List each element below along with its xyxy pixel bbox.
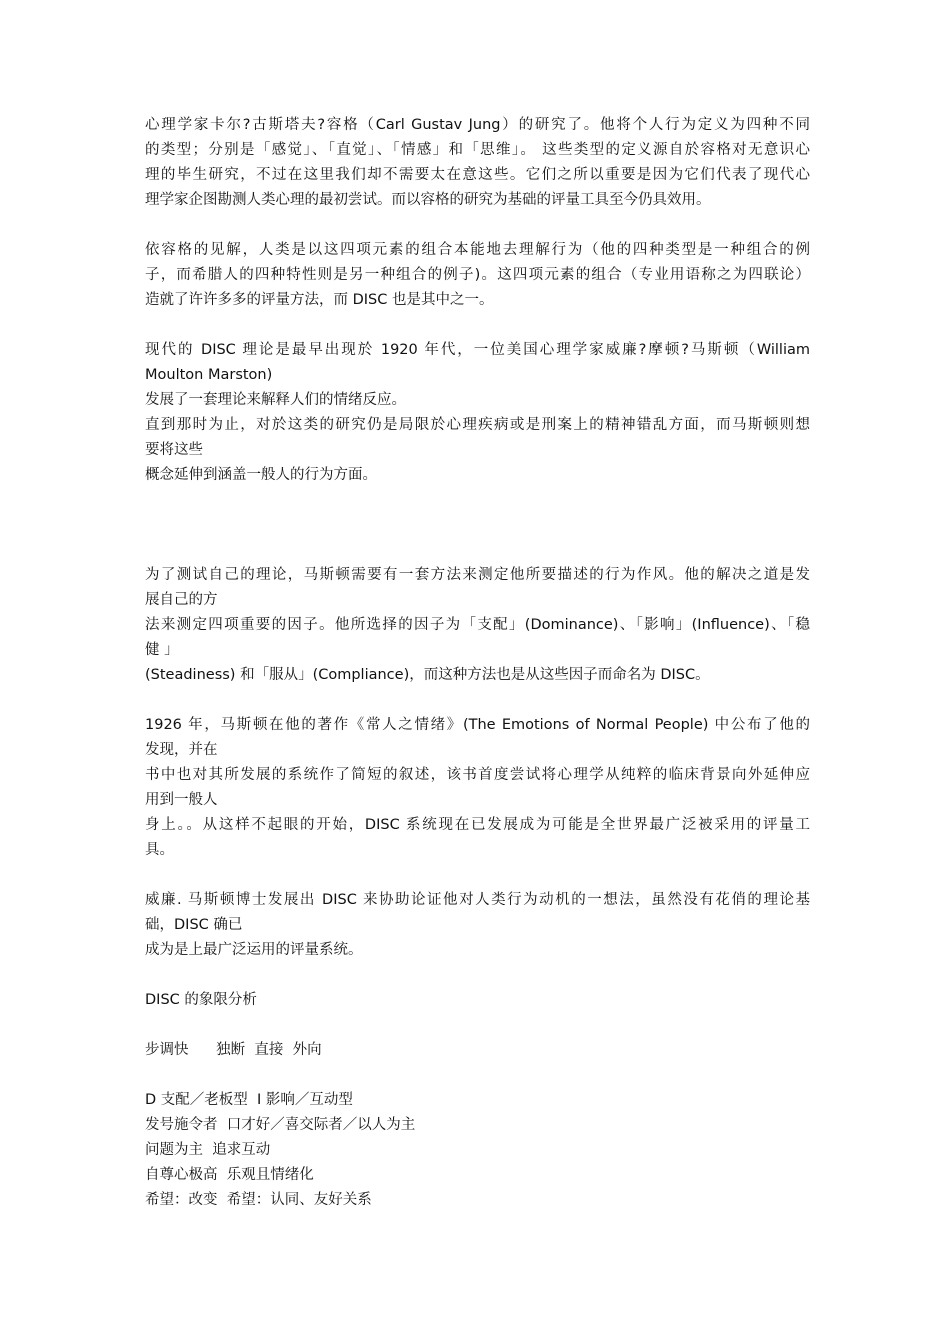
text-line: Moulton Marston) <box>145 367 273 383</box>
paragraph-spacer <box>145 963 810 988</box>
paragraph-spacer <box>145 1063 810 1088</box>
text-line: 具。 <box>145 842 174 858</box>
paragraph-spacer <box>145 1013 810 1038</box>
document-body <box>145 113 810 1213</box>
text-line: 直到那时为止，对於这类的研究仍是局限於心理疾病或是刑案上的精神错乱方面，而马斯顿则想 <box>145 417 810 433</box>
trait-line: 问题为主 追求互动 <box>145 1142 271 1158</box>
text-line: 依容格的见解，人类是以这四项元素的组合本能地去理解行为（他的四种类型是一种组合的例 <box>145 242 810 258</box>
text-line: 展自己的方 <box>145 592 218 608</box>
text-line: 法来测定四项重要的因子。他所选择的因子为「支配」(Dominance)、「影响」(Influence)、「稳 <box>145 617 810 633</box>
paragraph-elements <box>145 238 810 313</box>
text-line: 造就了许许多多的评量方法，而 DISC 也是其中之一。 <box>145 292 494 308</box>
paragraph-spacer <box>145 688 810 713</box>
text-line: 成为是上最广泛运用的评量系统。 <box>145 942 363 958</box>
paragraph-disc-system <box>145 888 810 963</box>
text-line: 要将这些 <box>145 442 203 458</box>
paragraph-marston <box>145 338 810 488</box>
text-line: 威廉. 马斯顿博士发展出 DISC 来协助论证他对人类行为动机的一想法，虽然没有花俏的理论基 <box>145 892 810 908</box>
text-line: 础，DISC 确已 <box>145 917 243 933</box>
text-line: 健 」 <box>145 642 179 658</box>
paragraph-spacer <box>145 488 810 563</box>
paragraph-book <box>145 713 810 863</box>
text-line: 为了测试自己的理论，马斯顿需要有一套方法来测定他所要描述的行为作风。他的解决之道是发 <box>145 567 810 583</box>
paragraph-spacer <box>145 863 810 888</box>
text-line: 子，而希腊人的四种特性则是另一种组合的例子)。这四项元素的组合（专业用语称之为四联论） <box>145 267 810 283</box>
trait-line: 希望：改变 希望：认同、友好关系 <box>145 1192 372 1208</box>
section-heading: DISC 的象限分析 <box>145 992 257 1008</box>
text-line: 心理学家卡尔?古斯塔夫?容格（Carl Gustav Jung）的研究了。他将个人行为定义为四种不同 <box>145 117 810 133</box>
paragraph-spacer <box>145 213 810 238</box>
paragraph-factors <box>145 563 810 688</box>
text-line: 发现，并在 <box>145 742 218 758</box>
trait-list <box>145 1088 810 1213</box>
text-line: 理的毕生研究，不过在这里我们却不需要太在意这些。它们之所以重要是因为它们代表了现代心 <box>145 167 810 183</box>
text-line: 理学家企图勘测人类心理的最初尝试。而以容格的研究为基础的评量工具至今仍具效用。 <box>145 192 711 208</box>
text-line: (Steadiness) 和「服从」(Compliance)，而这种方法也是从这些因子而命名为 DISC。 <box>145 667 710 683</box>
text-line: 用到一般人 <box>145 792 218 808</box>
text-line: 的类型；分别是「感觉」、「直觉」、「情感」和「思维」。 这些类型的定义源自於容格对无意识心 <box>145 142 810 158</box>
text-line: 身上。。从这样不起眼的开始，DISC 系统现在已发展成为可能是全世界最广泛被采用的评量工 <box>145 817 810 833</box>
text-line: 现代的 DISC 理论是最早出现於 1920 年代，一位美国心理学家威廉?摩顿?马斯顿（William <box>145 342 810 358</box>
text-line: 概念延伸到涵盖一般人的行为方面。 <box>145 467 377 483</box>
paragraph-spacer <box>145 313 810 338</box>
axis-descriptor: 步调快 独断 直接 外向 <box>145 1042 322 1058</box>
text-line: 书中也对其所发展的系统作了简短的叙述，该书首度尝试将心理学从纯粹的临床背景向外延伸应 <box>145 767 810 783</box>
trait-line: 发号施令者 口才好／喜交际者／以人为主 <box>145 1117 416 1133</box>
text-line: 发展了一套理论来解释人们的情绪反应。 <box>145 392 406 408</box>
text-line: 1926 年，马斯顿在他的著作《常人之情绪》(The Emotions of Normal People) 中公布了他的 <box>145 717 810 733</box>
paragraph-jung <box>145 113 810 213</box>
trait-line: D 支配／老板型 I 影响／互动型 <box>145 1092 353 1108</box>
trait-line: 自尊心极高 乐观且情绪化 <box>145 1167 314 1183</box>
